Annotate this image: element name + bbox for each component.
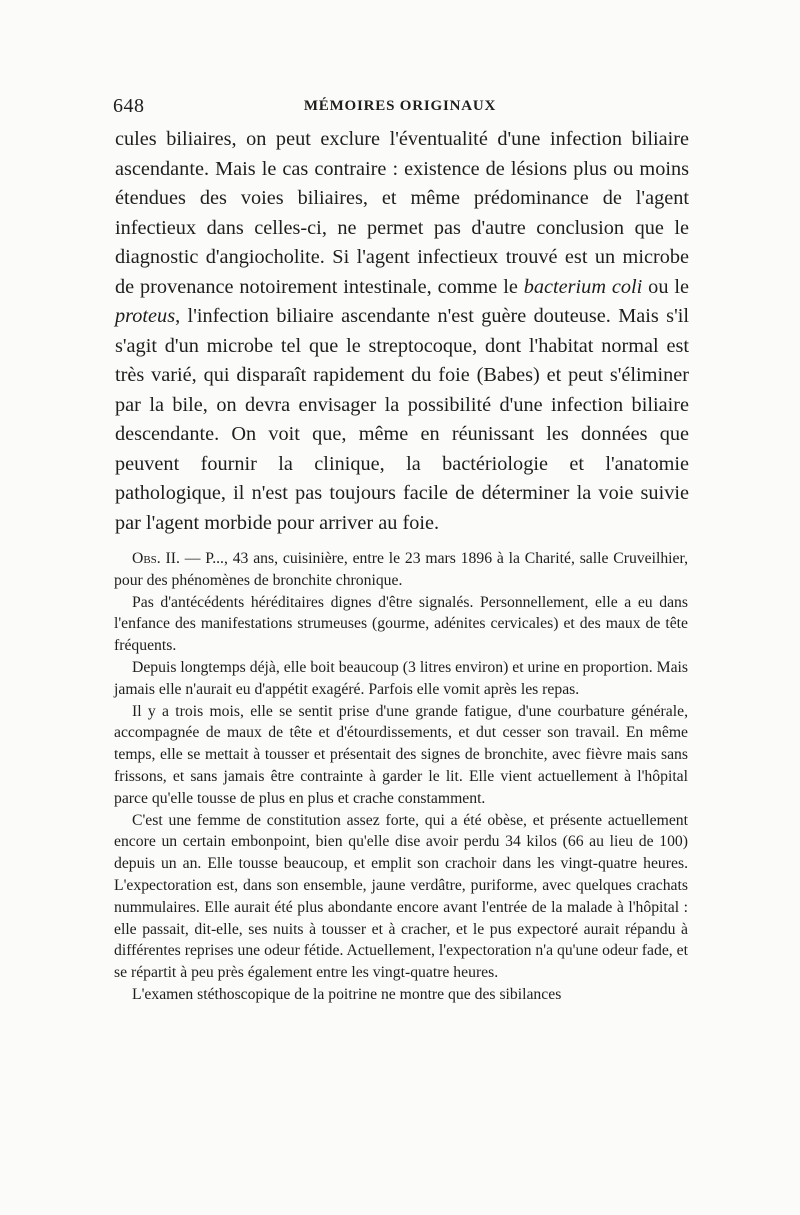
intro-paragraph <box>115 125 689 538</box>
intro-italic-bacterium-coli: bacterium coli <box>523 275 643 298</box>
observation-paragraph-thirst: Depuis longtemps déjà, elle boit beaucoup (3 litres environ) et urine en proportion. Mais jamais elle n'aurait eu d'appétit exagéré. Parfois elle vomit après les repas. <box>114 658 688 698</box>
observation-paragraph-exam: L'examen stéthoscopique de la poitrine ne montre que des sibilances <box>132 985 562 1003</box>
observation-opening-text: P..., 43 ans, cuisinière, entre le 23 mars 1896 à la Charité, salle Cruveilhier, pour des phénomènes de bronchite chronique. <box>114 550 688 589</box>
running-head <box>113 95 687 119</box>
intro-italic-proteus: proteus <box>115 305 176 327</box>
observation-paragraph-antecedents: Pas d'antécédents héréditaires dignes d'être signalés. Personnellement, elle a eu dans l'enfance des manifestations strumeuses (gourme, adénites cervicales) et des maux de tête fréquents. <box>114 593 688 655</box>
page-number: 648 <box>113 95 145 117</box>
observation-paragraph-constitution: C'est une femme de constitution assez forte, qui a été obèse, et présente actuellement encore un certain embonpoint, bien qu'elle dise avoir perdu 34 kilos (66 au lieu de 100) depuis un an. Elle tousse beaucoup, et emplit son crachoir dans les vingt-quatre heures. L'expectoration est, dans son ensemble, jaune verdâtre, puriforme, avec quelques crachats nummulaires. Elle aurait été plus abondante encore avant l'entrée de la malade à l'hôpital : elle passait, dit-elle, ses nuits à tousser et à cracher, et le pus expectoré aurait répandu à différentes reprises une odeur fétide. Actuellement, l'expectoration n'a qu'une odeur fade, et se répartit à peu près également entre les vingt-quatre heures. <box>114 811 688 982</box>
observation-opening <box>114 548 688 592</box>
intro-text-3: , l'infection biliaire ascendante n'est guère douteuse. Mais s'il s'agit d'un microbe tel que le streptocoque, dont l'habitat normal est très varié, qui disparaît rapidement du foie (Babes) et peut s'éliminer par la bile, on devra envisager la possibilité d'une infection biliaire descendante. On voit que, même en réunissant les données que peuvent fournir la clinique, la bactériologie et l'anatomie pathologique, il n'est pas toujours facile de déterminer la voie suivie par l'agent morbide pour arriver au foie. <box>115 305 689 534</box>
observation-paragraph-onset: Il y a trois mois, elle se sentit prise d'une grande fatigue, d'une courbature générale, accompagnée de maux de tête et d'étourdissements, et dut cesser son travail. En même temps, elle se mettait à tousser et présentait des signes de bronchite, avec fièvre mais sans frissons, et sans jamais être contrainte à garder le lit. Elle vient actuellement à l'hôpital parce qu'elle tousse de plus en plus et crache constamment. <box>114 702 688 807</box>
intro-text-2: ou le <box>642 275 689 298</box>
observation-label: Obs. II. — <box>132 550 201 567</box>
running-title: MÉMOIRES ORIGINAUX <box>303 98 497 114</box>
observation-block <box>114 548 688 1006</box>
intro-text-1: cules biliaires, on peut exclure l'éventualité d'une infection biliaire ascendante. Mais le cas contraire : existence de lésions plus ou moins étendues des voies biliaires, et même prédominance de l'agent infectieux dans celles-ci, ne permet pas d'autre conclusion que le diagnostic d'angiocholite. Si l'agent infectieux trouvé est un microbe de provenance notoirement intestinale, comme le <box>115 128 689 298</box>
